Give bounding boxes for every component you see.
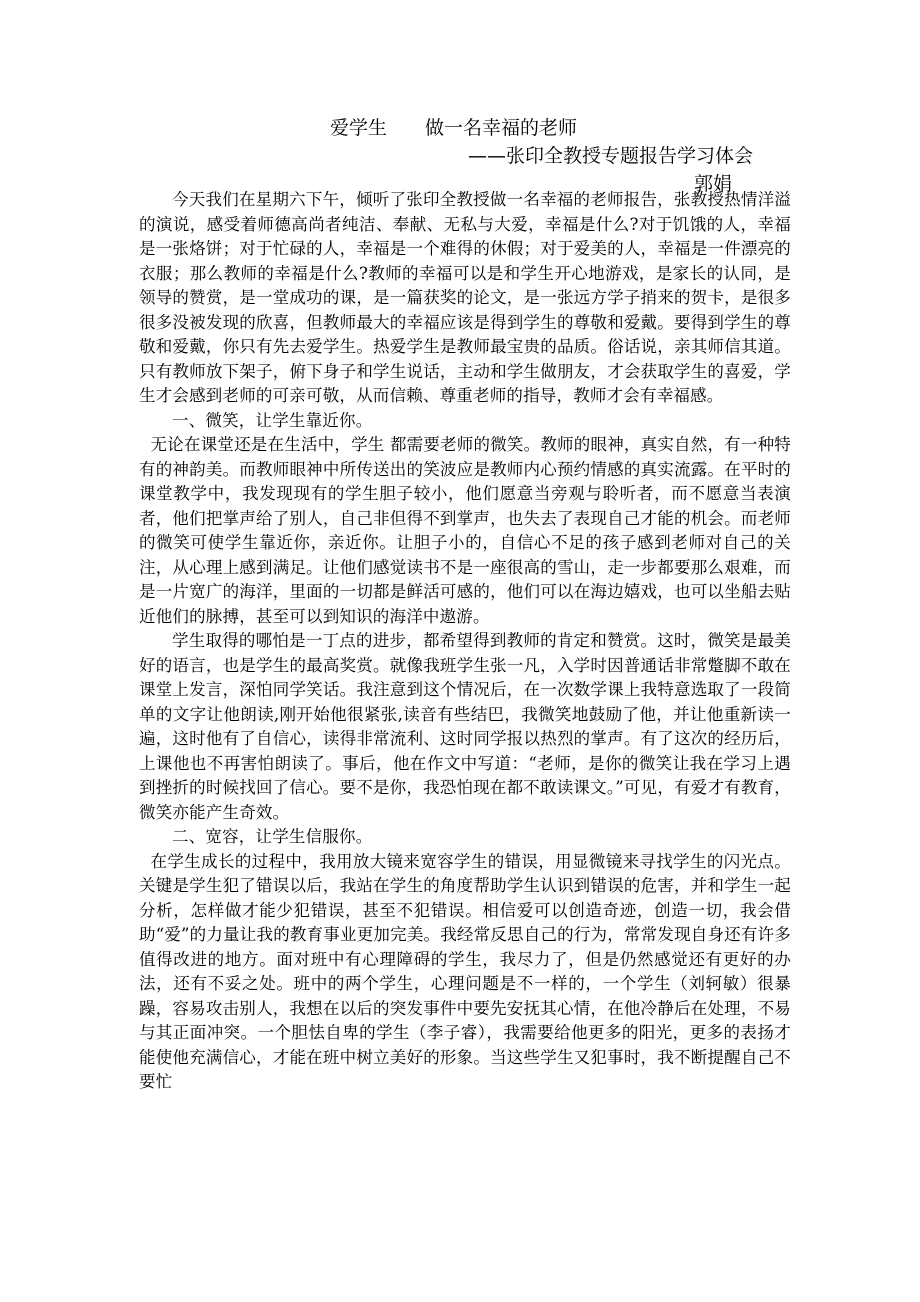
document-body — [139, 188, 791, 1095]
author-name: 郭娟 — [694, 173, 733, 195]
paragraph-tolerance: 在学生成长的过程中，我用放大镜来宽容学生的错误，用显微镜来寻找学生的闪光点。关键是学生犯了错误以后，我站在学生的角度帮助学生认识到错误的危害，并和学生一起分析，怎样做才能少犯错误，甚至不犯错误。相信爱可以创造奇迹，创造一切，我会借助“爱”的力量让我的教育事业更加完美。我经常反思自己的行为，常常发现自身还有许多值得改进的地方。面对班中有心理障碍的学生，我尽力了，但是仍然感觉还有更好的办法，还有不妥之处。班中的两个学生，心理问题是不一样的，一个学生（刘轲敏）很暴躁，容易攻击别人，我想在以后的突发事件中要先安抚其心情，在他冷静后在处理，不易与其正面冲突。一个胆怯自卑的学生（李子睿），我需要给他更多的阳光，更多的表扬才能使他充满信心，才能在班中树立美好的形象。当这些学生又犯事时，我不断提醒自己不要忙 — [139, 851, 791, 1091]
paragraph-smile: 无论在课堂还是在生活中，学生 都需要老师的微笑。教师的眼神，真实自然，有一种特有的神韵美。而教师眼神中所传送出的笑波应是教师内心预约情感的真实流露。在平时的课堂教学中，我发现现有的学生胆子较小，他们愿意当旁观与聆听者，而不愿意当表演者，他们把掌声给了别人，自己非但得不到掌声，也失去了表现自己才能的机会。而老师的微笑可使学生靠近你，亲近你。让胆子小的，自信心不足的孩子感到老师对自己的关注，从心理上感到满足。让他们感觉读书不是一座很高的雪山，走一步都要那么艰难，而是一片宽广的海洋，里面的一切都是鲜活可感的，他们可以在海边嬉戏，也可以坐船去贴近他们的脉搏，甚至可以到知识的海洋中遨游。 — [139, 435, 791, 626]
document-subtitle: ——张印全教授专题报告学习体会 — [468, 145, 754, 167]
document-title: 爱学生 做一名幸福的老师 — [330, 117, 578, 139]
section-heading-tolerance: 二、宽容，让学生信服你。 — [172, 827, 373, 846]
section-heading-smile: 一、微笑，让学生靠近你。 — [172, 410, 373, 430]
paragraph-smile-example: 学生取得的哪怕是一丁点的进步，都希望得到教师的肯定和赞赏。这时，微笑是最美好的语言，也是学生的最高奖赏。就像我班学生张一凡，入学时因普通话非常蹩脚不敢在课堂上发言，深怕同学笑话。我注意到这个情况后，在一次数学课上我特意选取了一段简单的文字让他朗读,刚开始他很紧张,读音有些结巴，我微笑地鼓励了他，并让他重新读一遍，这时他有了自信心，读得非常流利、这时同学报以热烈的掌声。有了这次的经历后，上课他也不再害怕朗读了。事后，他在作文中写道：“老师，是你的微笑让我在学习上遇到挫折的时候找回了信心。要不是你，我恐怕现在都不敢读课文。”可见，有爱才有教育，微笑亦能产生奇效。 — [139, 631, 791, 822]
paragraph-intro: 今天我们在星期六下午，倾听了张印全教授做一名幸福的老师报告，张教授热情洋溢的演说，感受着师德高尚者纯洁、奉献、无私与大爱，幸福是什么?对于饥饿的人，幸福是一张烙饼；对于忙碌的人，幸福是一个难得的休假；对于爱美的人，幸福是一件漂亮的衣服；那么教师的幸福是什么?教师的幸福可以是和学生开心地游戏，是家长的认同，是领导的赞赏，是一堂成功的课，是一篇获奖的论文，是一张远方学子捎来的贺卡，是很多很多没被发现的欣喜，但教师最大的幸福应该是得到学生的尊敬和爱戴。要得到学生的尊敬和爱戴，你只有先去爱学生。热爱学生是教师最宝贵的品质。俗话说，亲其师信其道。只有教师放下架子，俯下身子和学生说话，主动和学生做朋友，才会获取学生的喜爱，学生才会感到老师的可亲可敬，从而信赖、尊重老师的指导，教师才会有幸福感。 — [139, 190, 791, 405]
